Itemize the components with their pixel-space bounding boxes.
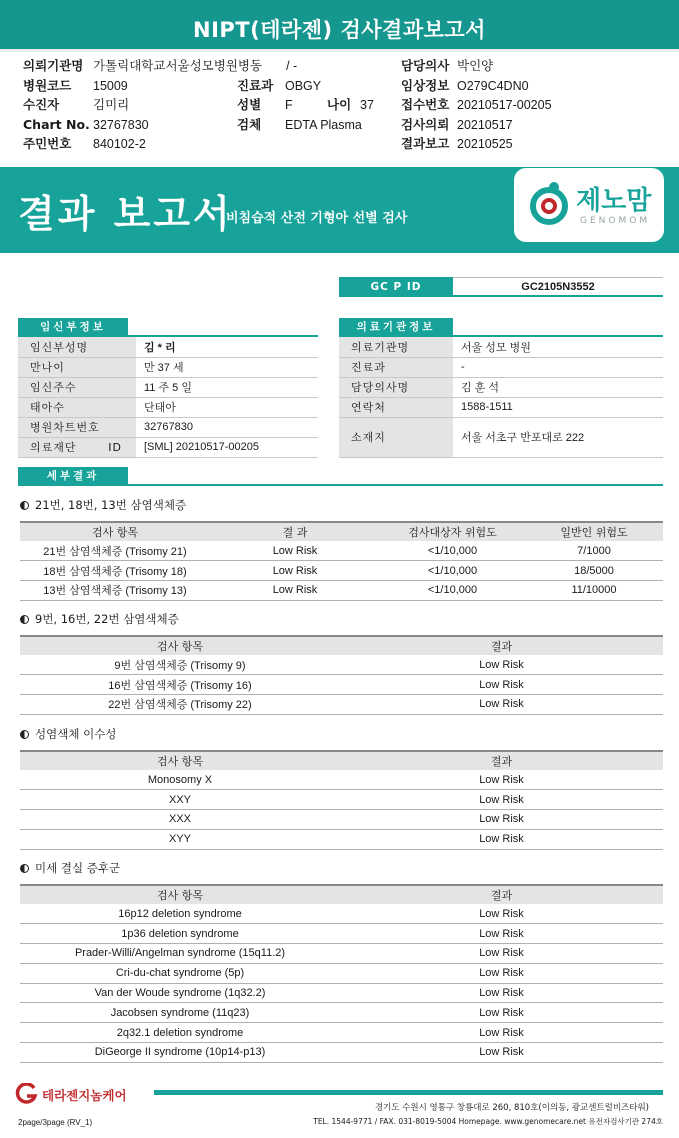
half-circle-icon	[20, 730, 29, 739]
test-result: Low Risk	[340, 1023, 663, 1043]
test-result: Low Risk	[340, 695, 663, 715]
test-result: Low Risk	[340, 770, 663, 790]
meta-column-3	[401, 56, 552, 154]
meta-label: Chart No.	[23, 116, 90, 132]
test-result: Low Risk	[340, 963, 663, 983]
meta-label: 병원코드	[23, 77, 72, 93]
info-value: 1588-1511	[453, 397, 663, 417]
info-key: 만나이	[18, 357, 136, 377]
test-item: Prader-Willi/Angelman syndrome (15q11.2)	[20, 944, 340, 964]
company-name: 테라젠지놈케어	[42, 1088, 127, 1103]
info-value: 서울 서초구 반포대로 222	[453, 417, 663, 457]
column-header: 검사 항목	[20, 751, 340, 770]
report-header-bar	[0, 0, 679, 52]
table-row	[20, 810, 663, 830]
column-header: 검사 항목	[20, 636, 340, 655]
half-circle-icon	[20, 615, 29, 624]
subject-risk: <1/10,000	[380, 561, 525, 581]
test-item: 16번 삼염색체증 (Trisomy 16)	[20, 675, 340, 695]
table-row	[18, 437, 318, 457]
info-key: 임신주수	[18, 377, 136, 397]
general-risk: 11/10000	[525, 581, 663, 601]
info-value: 서울 성모 병원	[453, 337, 663, 357]
table-row	[18, 377, 318, 397]
meta-value: 15009	[93, 78, 128, 93]
table-row	[20, 1023, 663, 1043]
pregnant-info-table	[18, 337, 318, 458]
info-value: 32767830	[136, 417, 318, 437]
meta-label: 수진자	[23, 97, 60, 113]
column-header: 결과	[340, 751, 663, 770]
test-item: Cri-du-chat syndrome (5p)	[20, 963, 340, 983]
meta-value: 박인양	[457, 59, 494, 73]
test-result: Low Risk	[340, 790, 663, 810]
info-key: 담당의사명	[339, 377, 453, 397]
half-circle-icon	[20, 864, 29, 873]
test-item: XXX	[20, 810, 340, 830]
meta-value: 20210517	[457, 117, 513, 132]
info-value: [SML] 20210517-00205	[136, 437, 318, 457]
test-result: Low Risk	[210, 541, 380, 561]
info-value: 단태아	[136, 397, 318, 417]
gcp-id-value: GC2105N3552	[453, 277, 663, 297]
test-item: 9번 삼염색체증 (Trisomy 9)	[20, 655, 340, 675]
test-result: Low Risk	[340, 655, 663, 675]
meta-age-label: 나이	[327, 97, 352, 113]
general-risk: 18/5000	[525, 561, 663, 581]
section-3-table	[20, 750, 663, 850]
meta-value: 가톨릭대학교서울성모병원병동	[93, 59, 263, 73]
table-row	[18, 417, 318, 437]
column-header: 결 과	[210, 522, 380, 541]
test-result: Low Risk	[340, 810, 663, 830]
table-row	[20, 944, 663, 964]
meta-column-2	[237, 76, 374, 135]
info-key: 태아수	[18, 397, 136, 417]
table-row	[20, 770, 663, 790]
table-row	[20, 790, 663, 810]
test-item: 2q32.1 deletion syndrome	[20, 1023, 340, 1043]
meta-label: 진료과	[237, 77, 274, 93]
gcp-id-label: GC P ID	[339, 277, 453, 297]
meta-value: 20210517-00205	[457, 98, 552, 113]
info-value: 11 주 5 일	[136, 377, 318, 397]
test-item: DiGeorge II syndrome (10p14-p13)	[20, 1043, 340, 1063]
test-result: Low Risk	[340, 1043, 663, 1063]
info-key: 진료과	[339, 357, 453, 377]
test-result: Low Risk	[210, 561, 380, 581]
section-4-heading-text: 미세 결실 증후군	[35, 861, 121, 875]
table-row	[20, 1003, 663, 1023]
section-1-table	[20, 521, 663, 601]
table-row	[20, 581, 663, 601]
theragen-logo	[14, 1083, 164, 1105]
table-row	[20, 924, 663, 944]
section-2-heading	[20, 611, 179, 627]
table-row	[18, 337, 318, 357]
meta-value: OBGY	[285, 78, 322, 93]
logo-korean-name: 제노맘	[576, 186, 652, 216]
info-key: 의료기관명	[339, 337, 453, 357]
table-header-row	[20, 522, 663, 541]
detail-results-tab: 세부결과	[18, 467, 128, 486]
section-2-table	[20, 635, 663, 715]
test-result: Low Risk	[340, 1003, 663, 1023]
column-header: 결과	[340, 885, 663, 904]
test-item: XYY	[20, 829, 340, 849]
section-4-table	[20, 884, 663, 1063]
company-contact: TEL. 1544-9771 / FAX. 031-8019-5004 Homepage. www.genomecare.net 유전자검사기관 274호	[313, 1117, 663, 1126]
pregnant-info-tab: 임신부정보	[18, 318, 128, 337]
table-row	[339, 377, 663, 397]
table-row	[20, 963, 663, 983]
logo-english-name: GENOMOM	[580, 216, 651, 226]
table-header-row	[20, 885, 663, 904]
test-result: Low Risk	[340, 904, 663, 924]
meta-label: 주민번호	[23, 136, 72, 152]
table-row	[20, 983, 663, 1003]
section-4-heading	[20, 860, 120, 876]
section-3-heading	[20, 726, 116, 742]
meta-label: 담당의사	[401, 58, 450, 73]
section-2-heading-text: 9번, 16번, 22번 삼염색체증	[35, 612, 179, 626]
section-1-heading-text: 21번, 18번, 13번 삼염색체증	[35, 498, 187, 512]
subject-risk: <1/10,000	[380, 541, 525, 561]
test-item: 21번 삼염색체증 (Trisomy 21)	[20, 541, 210, 561]
meta-label: 검체	[237, 116, 262, 132]
table-row	[20, 675, 663, 695]
meta-age-value: 37	[360, 98, 374, 113]
banner-subtitle: 비침습적 산전 기형아 선별 검사	[226, 211, 408, 226]
table-row	[20, 561, 663, 581]
half-circle-icon	[20, 501, 29, 510]
test-item: Jacobsen syndrome (11q23)	[20, 1003, 340, 1023]
test-result: Low Risk	[340, 829, 663, 849]
report-title: NIPT(테라젠) 검사결과보고서	[193, 18, 486, 42]
table-row	[18, 397, 318, 417]
genomom-logo-icon	[526, 180, 572, 226]
column-header: 일반인 위험도	[525, 522, 663, 541]
info-value: -	[453, 357, 663, 377]
meta-label: 접수번호	[401, 97, 450, 113]
meta-value: 840102-2	[93, 137, 146, 152]
info-key: 의료재단 ID	[18, 437, 136, 457]
page-number: 2page/3page (RV_1)	[18, 1118, 93, 1127]
test-result: Low Risk	[210, 581, 380, 601]
table-row	[339, 337, 663, 357]
meta-value: 김미리	[93, 98, 130, 113]
theragen-g-icon	[14, 1083, 38, 1105]
meta-label: 검사의뢰	[401, 116, 450, 132]
table-row	[18, 357, 318, 377]
table-row	[20, 655, 663, 675]
column-header: 검사 항목	[20, 885, 340, 904]
meta-value: 32767830	[93, 117, 149, 132]
meta-value: O279C4DN0	[457, 78, 529, 93]
info-value: 만 37 세	[136, 357, 318, 377]
banner-title: 결과 보고서	[18, 192, 233, 236]
general-risk: 7/1000	[525, 541, 663, 561]
meta-label: 임상정보	[401, 77, 450, 93]
info-key: 연락처	[339, 397, 453, 417]
hospital-info-table	[339, 337, 663, 458]
test-item: XXY	[20, 790, 340, 810]
info-key: 병원차트번호	[18, 417, 136, 437]
column-header: 검사대상자 위험도	[380, 522, 525, 541]
table-row	[339, 417, 663, 457]
meta-label: 의뢰기관명	[23, 58, 84, 73]
meta-ward-value: / -	[286, 59, 298, 73]
column-header: 결과	[340, 636, 663, 655]
table-row	[20, 904, 663, 924]
section-1-heading	[20, 497, 186, 513]
info-key: 임신부성명	[18, 337, 136, 357]
genomom-logo	[514, 168, 664, 242]
subject-risk: <1/10,000	[380, 581, 525, 601]
hospital-info-tab: 의료기관정보	[339, 318, 453, 337]
test-item: 22번 삼염색체증 (Trisomy 22)	[20, 695, 340, 715]
test-item: 16p12 deletion syndrome	[20, 904, 340, 924]
table-row	[339, 357, 663, 377]
test-result: Low Risk	[340, 983, 663, 1003]
test-result: Low Risk	[340, 924, 663, 944]
detail-results-rule	[18, 484, 663, 486]
test-item: Monosomy X	[20, 770, 340, 790]
info-value: 김 * 리	[136, 337, 318, 357]
info-value: 김 훈 석	[453, 377, 663, 397]
test-item: 1p36 deletion syndrome	[20, 924, 340, 944]
table-header-row	[20, 636, 663, 655]
test-item: 13번 삼염색체증 (Trisomy 13)	[20, 581, 210, 601]
test-item: 18번 삼염색체증 (Trisomy 18)	[20, 561, 210, 581]
meta-value: 20210525	[457, 137, 513, 152]
table-row	[20, 1043, 663, 1063]
table-row	[20, 541, 663, 561]
table-row	[339, 397, 663, 417]
meta-label: 성별	[237, 97, 262, 113]
meta-label: 결과보고	[401, 136, 450, 152]
test-result: Low Risk	[340, 675, 663, 695]
meta-value: EDTA Plasma	[285, 117, 362, 132]
meta-value: F	[285, 98, 293, 113]
table-row	[20, 829, 663, 849]
section-3-heading-text: 성염색체 이수성	[35, 727, 117, 741]
test-item: Van der Woude syndrome (1q32.2)	[20, 983, 340, 1003]
table-row	[20, 695, 663, 715]
test-result: Low Risk	[340, 944, 663, 964]
company-address: 경기도 수원시 영통구 창룡대로 260, 810호(이의동, 광교센트럴비즈타워)	[374, 1103, 649, 1113]
table-header-row	[20, 751, 663, 770]
info-key: 소재지	[339, 417, 453, 457]
footer-rule	[154, 1090, 663, 1095]
column-header: 검사 항목	[20, 522, 210, 541]
